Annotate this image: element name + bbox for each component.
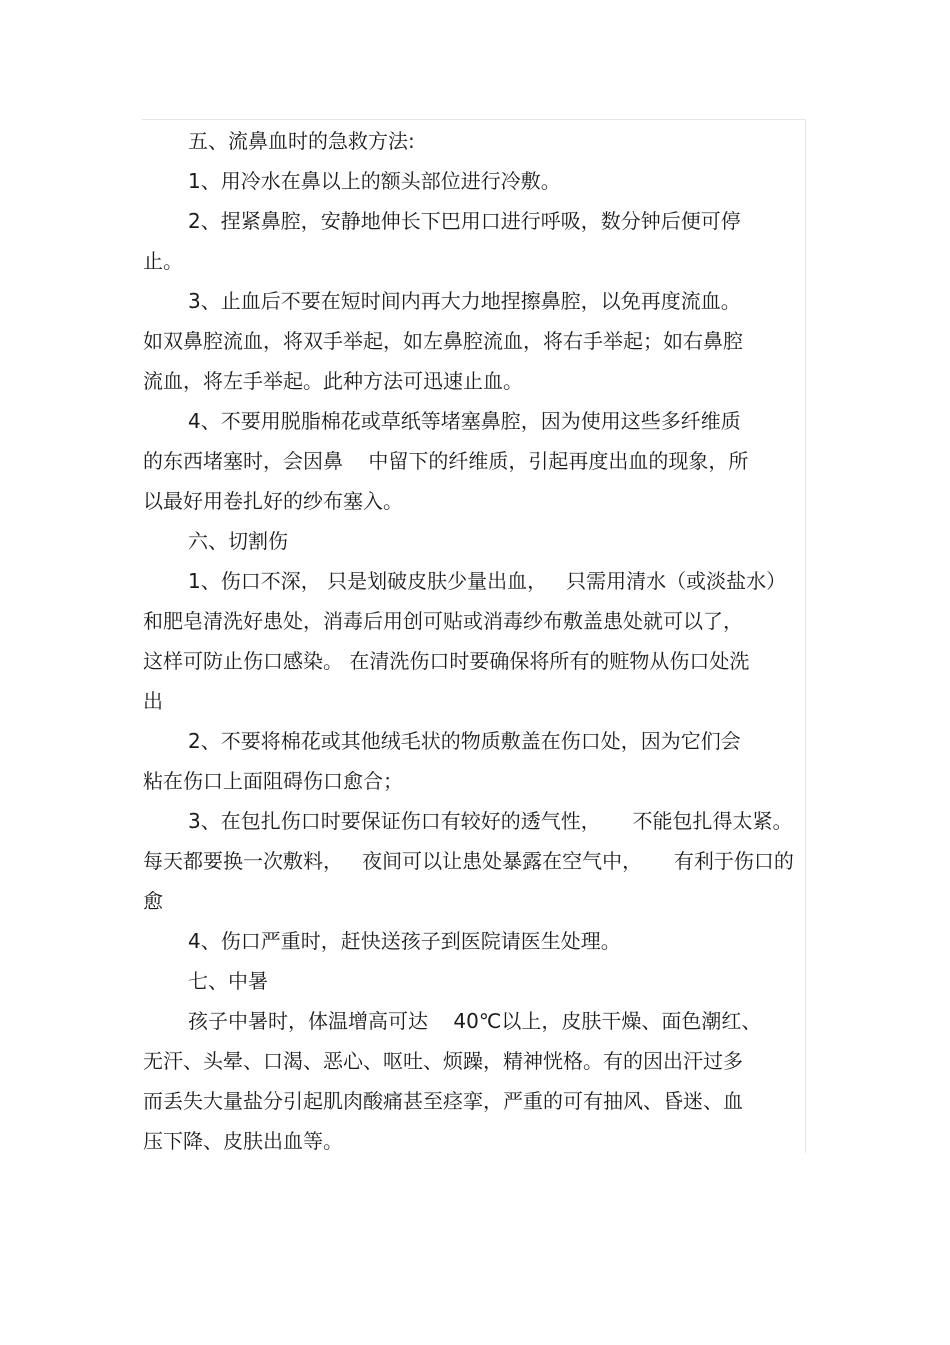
section-heading-heatstroke: 七、中暑 bbox=[188, 969, 268, 993]
paragraph-line: 2、不要将棉花或其他绒毛状的物质敷盖在伤口处，因为它们会 bbox=[188, 729, 741, 753]
section-heading-cuts: 六、切割伤 bbox=[188, 529, 288, 553]
paragraph-line: 粘在伤口上面阻碍伤口愈合； bbox=[143, 769, 403, 793]
paragraph-line: 的东西堵塞时，会因鼻 中留下的纤维质，引起再度出血的现象，所 bbox=[143, 449, 749, 473]
paragraph-line: 每天都要换一次敷料， 夜间可以让患处暴露在空气中， 有利于伤口的 bbox=[143, 849, 794, 873]
paragraph-line: 1、用冷水在鼻以上的额头部位进行冷敷。 bbox=[188, 169, 561, 193]
paragraph-line: 3、在包扎伤口时要保证伤口有较好的透气性， 不能包扎得太紧。 bbox=[188, 809, 793, 833]
paragraph-line: 而丢失大量盐分引起肌肉酸痛甚至痉挛，严重的可有抽风、昏迷、血 bbox=[143, 1089, 743, 1113]
paragraph-line: 1、伤口不深， 只是划破皮肤少量出血， 只需用清水（或淡盐水） bbox=[188, 569, 787, 593]
paragraph-line: 出 bbox=[143, 689, 163, 713]
paragraph-line: 3、止血后不要在短时间内再大力地捏擦鼻腔，以免再度流血。 bbox=[188, 289, 741, 313]
paragraph-line: 孩子中暑时，体温增高可达 40℃以上，皮肤干燥、面色潮红、 bbox=[188, 1009, 762, 1033]
paragraph-line: 和肥皂清洗好患处，消毒后用创可贴或消毒纱布敷盖患处就可以了， bbox=[143, 609, 743, 633]
paragraph-line: 如双鼻腔流血，将双手举起，如左鼻腔流血，将右手举起；如右鼻腔 bbox=[143, 329, 743, 353]
section-heading-nosebleed: 五、流鼻血时的急救方法: bbox=[188, 129, 415, 153]
paragraph-line: 以最好用卷扎好的纱布塞入。 bbox=[143, 489, 403, 513]
document-body bbox=[143, 121, 803, 1161]
paragraph-line: 4、伤口严重时，赶快送孩子到医院请医生处理。 bbox=[188, 929, 621, 953]
paragraph-line: 愈 bbox=[143, 889, 163, 913]
paragraph-line: 流血，将左手举起。此种方法可迅速止血。 bbox=[143, 369, 523, 393]
paragraph-line: 这样可防止伤口感染。 在清洗伤口时要确保将所有的赃物从伤口处洗 bbox=[143, 649, 750, 673]
paragraph-line: 压下降、皮肤出血等。 bbox=[143, 1129, 343, 1153]
paragraph-line: 止。 bbox=[143, 249, 183, 273]
paragraph-line: 无汗、头晕、口渴、恶心、呕吐、烦躁，精神恍格。有的因出汗过多 bbox=[143, 1049, 743, 1073]
paragraph-line: 4、不要用脱脂棉花或草纸等堵塞鼻腔，因为使用这些多纤维质 bbox=[188, 409, 741, 433]
paragraph-line: 2、捏紧鼻腔，安静地伸长下巴用口进行呼吸，数分钟后便可停 bbox=[188, 209, 741, 233]
